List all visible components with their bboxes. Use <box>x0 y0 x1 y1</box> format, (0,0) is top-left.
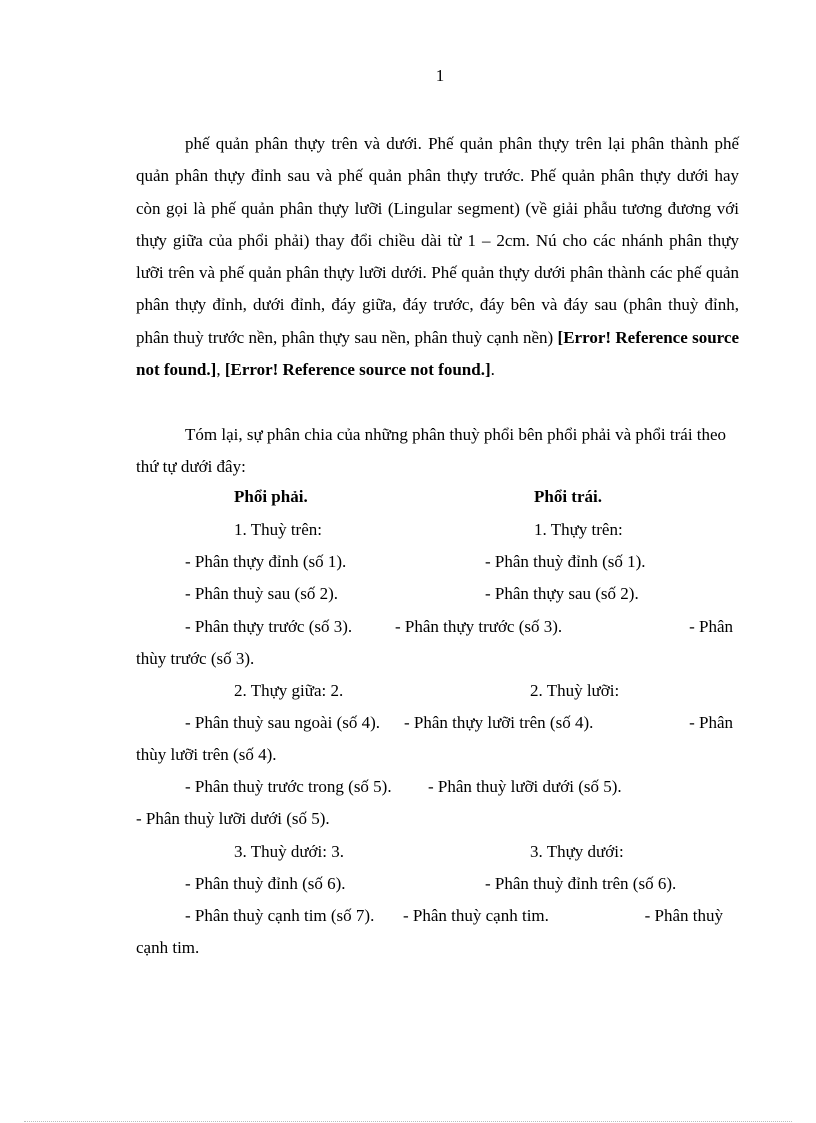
segment-4-left: - Phân thựy lưỡi trên (số 4). <box>404 713 594 732</box>
right-lower-lobe: 3. Thuỳ dưới: 3. <box>234 842 344 861</box>
right-segment-1: - Phân thựy đỉnh (số 1). <box>185 552 347 571</box>
right-lung-heading: Phổi phải. <box>234 487 308 506</box>
right-upper-lobe: 1. Thuỳ trên: <box>234 520 322 539</box>
segment-7-continuation: cạnh tim. <box>136 938 200 957</box>
segment-4-right: - Phân thuỳ sau ngoài (số 4). <box>185 713 381 732</box>
right-middle-lobe: 2. Thựy giữa: 2. <box>234 681 344 700</box>
segment-4-continuation: thùy lưỡi trên (số 4). <box>136 745 277 764</box>
page-bottom-rule <box>24 1121 792 1122</box>
left-lingula-lobe: 2. Thuỳ lưỡi: <box>530 681 620 700</box>
left-segment-6: - Phân thuỳ đỉnh trên (số 6). <box>485 874 677 893</box>
page-number: 1 <box>435 66 445 85</box>
segment-5-left: - Phân thuỳ lưỡi dưới (số 5). <box>428 777 622 796</box>
reference-separator: , <box>216 360 225 380</box>
left-upper-lobe: 1. Thựy trên: <box>534 520 623 539</box>
summary-paragraph: Tóm lại, sự phân chia của những phân thuỳ phổi bên phổi phải và phổi trái theo thứ tự dưới đây: <box>136 425 727 477</box>
segment-3-extra: - Phân <box>689 617 733 636</box>
segment-5-right: - Phân thuỳ trước trong (số 5). <box>185 777 392 796</box>
segment-3-right: - Phân thựy trước (số 3). <box>185 617 353 636</box>
reference-error-1: [Error! Reference source not found.] <box>136 327 739 380</box>
left-lung-heading: Phổi trái. <box>534 487 602 506</box>
paragraph-text: phế quản phân thựy trên và dưới. Phế quản phân thựy trên lại phân thành phế quản phân thựy đỉnh sau và phế quản phân thựy trước. Phế quản phân thựy dưới hay còn gọi là phế quản phân thựy lưỡi (Lingular segment) (về giải phẫu tương đương với thựy giữa của phổi phải) thay đổi chiều dài từ 1 – 2cm. Nú cho các nhánh phân thựy lưỡi trên và phế quản phân thựy lưỡi dưới. Phế quản thựy dưới phân thành các phế quản phân thựy đỉnh, dưới đỉnh, đáy giữa, đáy trước, đáy bên và đáy sau (phân thuỳ đỉnh, phân thuỳ trước nền, phân thựy sau nền, phân thuỳ cạnh nền) <box>136 134 739 347</box>
left-segment-1: - Phân thuỳ đỉnh (số 1). <box>485 552 646 571</box>
segment-7-extra: - Phân thuỳ <box>644 906 723 925</box>
segment-7-right: - Phân thuỳ cạnh tim (số 7). <box>185 906 375 925</box>
right-segment-2: - Phân thuỳ sau (số 2). <box>185 584 338 603</box>
paragraph-end: . <box>490 360 495 380</box>
segment-7-left: - Phân thuỳ cạnh tim. <box>403 906 549 925</box>
left-segment-2: - Phân thựy sau (số 2). <box>485 584 639 603</box>
right-segment-6: - Phân thuỳ đỉnh (số 6). <box>185 874 346 893</box>
segment-3-continuation: thùy trước (số 3). <box>136 649 255 668</box>
body-paragraph <box>136 128 739 386</box>
segment-3-left: - Phân thựy trước (số 3). <box>395 617 563 636</box>
segment-4-extra: - Phân <box>689 713 733 732</box>
segment-5-continuation: - Phân thuỳ lưỡi dưới (số 5). <box>136 809 330 828</box>
reference-error-2: [Error! Reference source not found.] <box>224 360 491 380</box>
left-lower-lobe: 3. Thựy dưới: <box>530 842 624 861</box>
